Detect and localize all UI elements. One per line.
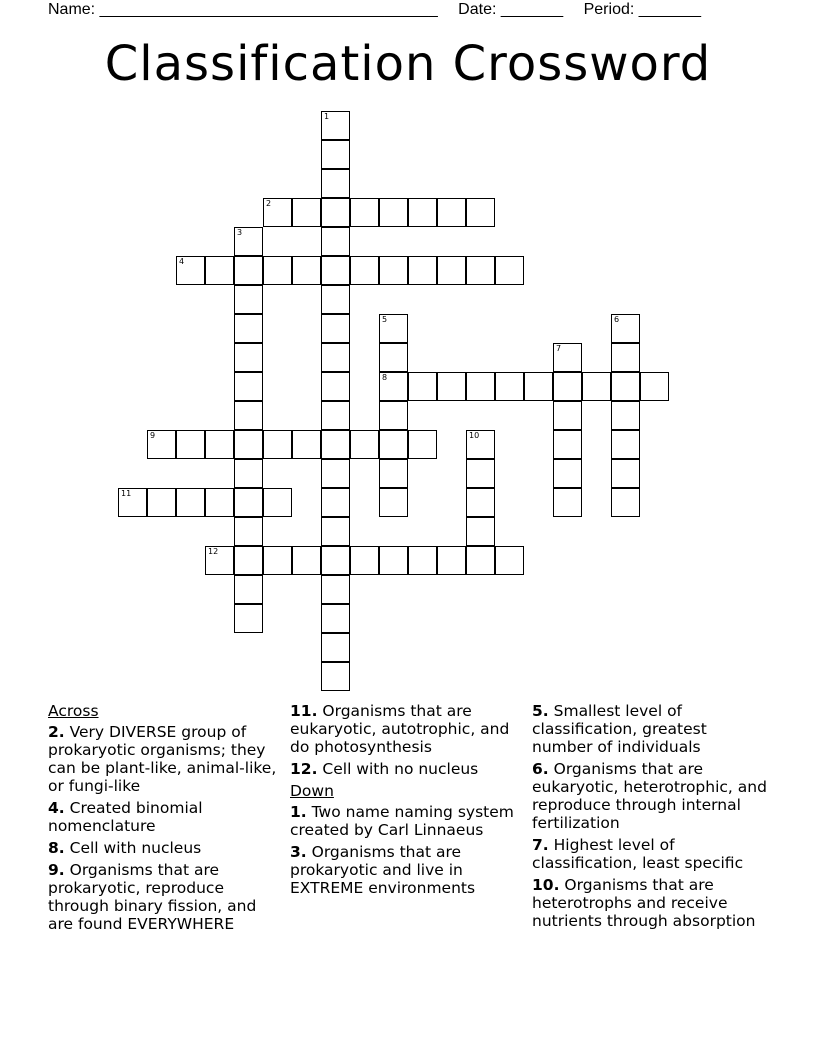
crossword-cell[interactable]	[147, 488, 176, 517]
clues-column-1	[48, 702, 284, 937]
crossword-cell[interactable]	[234, 343, 263, 372]
crossword-cell[interactable]	[321, 111, 350, 140]
clue-down-7: 7. Highest level of classification, least specific	[532, 836, 744, 872]
crossword-cell[interactable]	[553, 430, 582, 459]
crossword-cell[interactable]	[379, 546, 408, 575]
crossword-cell[interactable]	[524, 372, 553, 401]
crossword-cell[interactable]	[234, 256, 263, 285]
crossword-cell[interactable]	[234, 227, 263, 256]
crossword-cell[interactable]	[379, 430, 408, 459]
crossword-cell[interactable]	[379, 343, 408, 372]
crossword-cell[interactable]	[408, 430, 437, 459]
crossword-cell[interactable]	[466, 546, 495, 575]
crossword-cell[interactable]	[263, 430, 292, 459]
crossword-cell[interactable]	[234, 459, 263, 488]
crossword-cell[interactable]	[234, 517, 263, 546]
clue-across-4: 4. Created binomial nomenclature	[48, 799, 203, 835]
clue-across-12: 12. Cell with no nucleus	[290, 760, 479, 778]
clue-number: 10	[469, 431, 480, 440]
crossword-cell[interactable]	[350, 430, 379, 459]
crossword-cell[interactable]	[495, 256, 524, 285]
crossword-cell[interactable]	[466, 517, 495, 546]
crossword-cell[interactable]	[321, 314, 350, 343]
crossword-cell[interactable]	[292, 430, 321, 459]
crossword-cell[interactable]	[379, 372, 408, 401]
clue-number: 6	[614, 315, 620, 324]
crossword-cell[interactable]	[321, 343, 350, 372]
crossword-cell[interactable]	[553, 488, 582, 517]
down-heading: Down	[290, 782, 334, 800]
crossword-cell[interactable]	[379, 256, 408, 285]
crossword-cell[interactable]	[379, 198, 408, 227]
crossword-cell[interactable]	[495, 372, 524, 401]
clue-down-3: 3. Organisms that are prokaryotic and live in EXTREME environments	[290, 843, 476, 897]
clue-across-2: 2. Very DIVERSE group of prokaryotic organisms; they can be plant-like, animal-like, or fungi-like	[48, 723, 277, 795]
clue-across-9: 9. Organisms that are prokaryotic, reproduce through binary fission, and are found EVERYWHERE	[48, 861, 257, 933]
crossword-cell[interactable]	[466, 430, 495, 459]
crossword-cell[interactable]	[234, 285, 263, 314]
crossword-cell[interactable]	[147, 430, 176, 459]
crossword-cell[interactable]	[466, 256, 495, 285]
crossword-cell[interactable]	[611, 314, 640, 343]
clue-number: 8	[382, 373, 388, 382]
crossword-cell[interactable]	[611, 401, 640, 430]
crossword-cell[interactable]	[321, 633, 350, 662]
clue-down-6: 6. Organisms that are eukaryotic, heterotrophic, and reproduce through internal fertilization	[532, 760, 767, 832]
clue-number: 7	[556, 344, 562, 353]
crossword-cell[interactable]	[321, 575, 350, 604]
crossword-cell[interactable]	[582, 372, 611, 401]
crossword-cell[interactable]	[321, 488, 350, 517]
period-field[interactable]: Period: _______	[583, 1, 702, 18]
crossword-cell[interactable]	[321, 285, 350, 314]
crossword-cell[interactable]	[437, 372, 466, 401]
crossword-cell[interactable]	[495, 546, 524, 575]
crossword-cell[interactable]	[408, 546, 437, 575]
crossword-cell[interactable]	[234, 430, 263, 459]
crossword-cell[interactable]	[234, 546, 263, 575]
crossword-cell[interactable]	[611, 488, 640, 517]
date-field[interactable]: Date: _______	[458, 1, 564, 18]
crossword-cell[interactable]	[466, 372, 495, 401]
crossword-cell[interactable]	[611, 372, 640, 401]
crossword-cell[interactable]	[205, 488, 234, 517]
crossword-cell[interactable]	[379, 488, 408, 517]
clue-number: 12	[208, 547, 219, 556]
crossword-cell[interactable]	[408, 372, 437, 401]
clue-down-1: 1. Two name naming system created by Carl Linnaeus	[290, 803, 514, 839]
crossword-cell[interactable]	[437, 256, 466, 285]
clue-number: 11	[121, 489, 132, 498]
crossword-cell[interactable]	[553, 343, 582, 372]
crossword-cell[interactable]	[321, 546, 350, 575]
crossword-cell[interactable]	[379, 401, 408, 430]
clue-across-8: 8. Cell with nucleus	[48, 839, 202, 857]
clue-number: 9	[150, 431, 156, 440]
crossword-cell[interactable]	[466, 198, 495, 227]
crossword-cell[interactable]	[176, 256, 205, 285]
clue-number: 1	[324, 112, 330, 121]
page-title: Classification Crossword	[104, 36, 712, 92]
crossword-cell[interactable]	[205, 256, 234, 285]
crossword-cell[interactable]	[466, 459, 495, 488]
crossword-cell[interactable]	[234, 575, 263, 604]
crossword-cell[interactable]	[234, 372, 263, 401]
clues-column-3	[532, 702, 768, 934]
clue-down-10: 10. Organisms that are heterotrophs and receive nutrients through absorption	[532, 876, 756, 930]
crossword-cell[interactable]	[234, 314, 263, 343]
crossword-cell[interactable]	[611, 459, 640, 488]
crossword-cell[interactable]	[234, 604, 263, 633]
crossword-cell[interactable]	[553, 459, 582, 488]
crossword-cell[interactable]	[611, 430, 640, 459]
crossword-cell[interactable]	[350, 546, 379, 575]
crossword-cell[interactable]	[292, 256, 321, 285]
crossword-cell[interactable]	[321, 604, 350, 633]
crossword-cell[interactable]	[350, 256, 379, 285]
clues-column-2	[290, 702, 526, 901]
crossword-cell[interactable]	[176, 430, 205, 459]
crossword-cell[interactable]	[234, 488, 263, 517]
crossword-cell[interactable]	[379, 314, 408, 343]
crossword-cell[interactable]	[321, 198, 350, 227]
name-field[interactable]: Name: ______________________________________	[48, 1, 438, 18]
crossword-cell[interactable]	[321, 459, 350, 488]
crossword-cell[interactable]	[321, 140, 350, 169]
crossword-cell[interactable]	[263, 256, 292, 285]
clue-across-11: 11. Organisms that are eukaryotic, autotrophic, and do photosynthesis	[290, 702, 510, 756]
crossword-cell[interactable]	[321, 169, 350, 198]
clue-number: 5	[382, 315, 388, 324]
crossword-cell[interactable]	[379, 459, 408, 488]
clue-down-5: 5. Smallest level of classification, greatest number of individuals	[532, 702, 707, 756]
crossword-cell[interactable]	[292, 198, 321, 227]
crossword-cell[interactable]	[321, 401, 350, 430]
crossword-cell[interactable]	[292, 546, 321, 575]
across-heading: Across	[48, 702, 99, 720]
clue-number: 2	[266, 199, 272, 208]
clue-number: 4	[179, 257, 185, 266]
clue-number: 3	[237, 228, 243, 237]
crossword-cell[interactable]	[611, 343, 640, 372]
crossword-cell[interactable]	[408, 198, 437, 227]
crossword-cell[interactable]	[640, 372, 669, 401]
crossword-cell[interactable]	[176, 488, 205, 517]
crossword-cell[interactable]	[205, 546, 234, 575]
crossword-cell[interactable]	[321, 372, 350, 401]
crossword-cell[interactable]	[553, 401, 582, 430]
crossword-cell[interactable]	[408, 256, 437, 285]
crossword-cell[interactable]	[553, 372, 582, 401]
crossword-cell[interactable]	[205, 430, 234, 459]
crossword-cell[interactable]	[437, 198, 466, 227]
crossword-cell[interactable]	[234, 401, 263, 430]
crossword-cell[interactable]	[118, 488, 147, 517]
crossword-cell[interactable]	[437, 546, 466, 575]
crossword-cell[interactable]	[321, 256, 350, 285]
crossword-cell[interactable]	[466, 488, 495, 517]
crossword-cell[interactable]	[321, 430, 350, 459]
crossword-cell[interactable]	[350, 198, 379, 227]
crossword-cell[interactable]	[263, 488, 292, 517]
crossword-cell[interactable]	[321, 517, 350, 546]
crossword-cell[interactable]	[263, 546, 292, 575]
crossword-cell[interactable]	[321, 227, 350, 256]
crossword-cell[interactable]	[321, 662, 350, 691]
crossword-cell[interactable]	[263, 198, 292, 227]
